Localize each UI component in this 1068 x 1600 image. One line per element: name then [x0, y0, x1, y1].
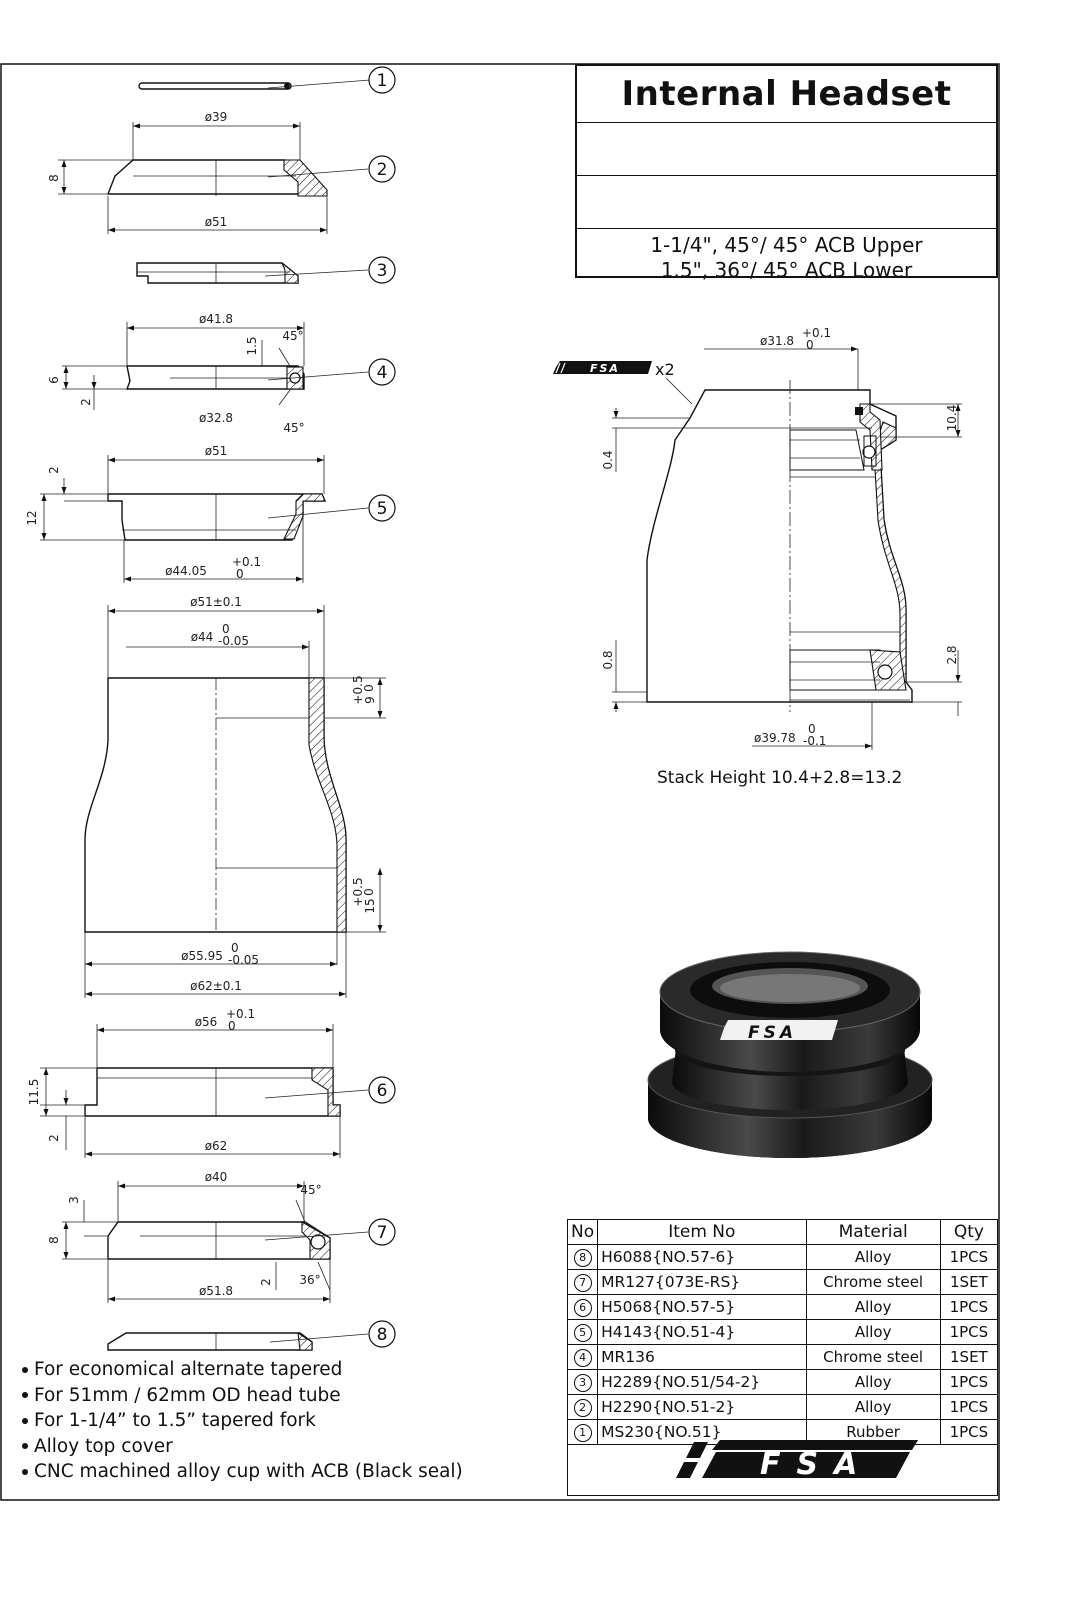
table-row	[568, 1420, 998, 1445]
svg-text:ø51: ø51	[204, 215, 228, 229]
table-row	[568, 1270, 998, 1295]
svg-text:1.5: 1.5	[245, 336, 259, 356]
bom-header-qty: Qty	[940, 1220, 997, 1245]
svg-text:+0.1: +0.1	[226, 1007, 256, 1021]
svg-text:0: 0	[362, 684, 376, 692]
svg-text:12: 12	[25, 510, 39, 526]
svg-text:1: 1	[376, 71, 388, 91]
bom-logo-row	[568, 1445, 998, 1496]
subtitle-line-1: 1-1/4", 45°/ 45° ACB Upper	[650, 233, 923, 257]
feature-item: For 51mm / 62mm OD head tube	[22, 1383, 463, 1409]
subtitle-line-2: 1.5", 36°/ 45° ACB Lower	[660, 258, 913, 282]
material: Chrome steel	[806, 1270, 940, 1295]
page-title: Internal Headset	[577, 66, 996, 123]
svg-text:2: 2	[47, 1134, 61, 1142]
material: Rubber	[806, 1420, 940, 1445]
svg-text:ø40: ø40	[204, 1170, 228, 1184]
item-no: H4143{NO.51-4}	[598, 1320, 806, 1345]
svg-text:+0.5: +0.5	[351, 675, 365, 705]
bullet-icon	[22, 1443, 28, 1449]
callout-7	[369, 1219, 395, 1245]
feature-item: For 1-1/4” to 1.5” tapered fork	[22, 1408, 463, 1434]
svg-text:x2: x2	[655, 360, 675, 379]
svg-text:0: 0	[236, 567, 244, 581]
svg-text:15: 15	[363, 898, 377, 914]
qty: 1PCS	[940, 1320, 997, 1345]
title-blank-row-1	[577, 123, 996, 176]
row-number: 1	[574, 1424, 592, 1442]
part-1-seal	[139, 80, 370, 89]
item-no: H2289{NO.51/54-2}	[598, 1370, 806, 1395]
title-blank-row-2	[577, 176, 996, 229]
svg-text:5: 5	[376, 499, 388, 519]
svg-text:0: 0	[222, 622, 230, 636]
svg-text:FSA: FSA	[760, 1447, 874, 1482]
callout-3	[369, 257, 395, 283]
bullet-icon	[22, 1392, 28, 1398]
svg-text:+0.5: +0.5	[351, 877, 365, 907]
feature-item: Alloy top cover	[22, 1434, 463, 1460]
svg-text:-0.05: -0.05	[228, 953, 260, 967]
svg-text:+0.1: +0.1	[802, 326, 832, 340]
svg-text:7: 7	[376, 1223, 388, 1243]
svg-text:2: 2	[47, 466, 61, 474]
callout-6	[369, 1077, 395, 1103]
svg-text:3: 3	[376, 261, 388, 281]
row-number: 4	[574, 1349, 592, 1367]
head-tube-frame	[85, 605, 386, 998]
bullet-icon	[22, 1367, 28, 1373]
svg-text:10.4: 10.4	[945, 404, 959, 432]
svg-text:0.4: 0.4	[601, 450, 615, 470]
callout-1	[369, 67, 395, 93]
svg-text:45°: 45°	[300, 1183, 322, 1197]
item-no: MS230{NO.51}	[598, 1420, 806, 1445]
table-row	[568, 1370, 998, 1395]
table-row	[568, 1320, 998, 1345]
bom-header-row	[568, 1220, 998, 1245]
bill-of-materials	[567, 1219, 998, 1496]
assembly-section	[553, 326, 962, 750]
svg-text:0: 0	[228, 1019, 236, 1033]
qty: 1SET	[940, 1345, 997, 1370]
svg-text:ø51±0.1: ø51±0.1	[190, 595, 242, 609]
svg-text:ø32.8: ø32.8	[198, 411, 234, 425]
material: Alloy	[806, 1395, 940, 1420]
material: Chrome steel	[806, 1345, 940, 1370]
feature-list	[22, 1357, 463, 1485]
qty: 1PCS	[940, 1245, 997, 1270]
row-number: 6	[574, 1299, 592, 1317]
svg-text:ø41.8: ø41.8	[198, 312, 234, 326]
bom-header-item: Item No	[598, 1220, 806, 1245]
row-number: 5	[574, 1324, 592, 1342]
material: Alloy	[806, 1245, 940, 1270]
svg-text:6: 6	[376, 1081, 388, 1101]
svg-text:-0.05: -0.05	[218, 634, 250, 648]
row-number: 8	[574, 1249, 592, 1267]
material: Alloy	[806, 1295, 940, 1320]
svg-text:ø44.05: ø44.05	[165, 564, 207, 578]
svg-text:ø44: ø44	[190, 630, 214, 644]
row-number: 7	[574, 1274, 592, 1292]
part-4-upper-bearing	[62, 322, 368, 410]
item-no: H5068{NO.57-5}	[598, 1295, 806, 1320]
svg-text:36°: 36°	[299, 1273, 321, 1287]
svg-text:2.8: 2.8	[945, 645, 959, 665]
svg-text:6: 6	[47, 376, 61, 384]
svg-text:ø51.8: ø51.8	[198, 1284, 234, 1298]
callout-5	[369, 495, 395, 521]
callout-2	[369, 156, 395, 182]
row-number: 3	[574, 1374, 592, 1392]
table-row	[568, 1295, 998, 1320]
fsa-logo-small	[553, 360, 692, 404]
svg-text:8: 8	[47, 174, 61, 182]
svg-text:2: 2	[376, 160, 388, 180]
row-number: 2	[574, 1399, 592, 1417]
item-no: MR127{073E-RS}	[598, 1270, 806, 1295]
table-row	[568, 1245, 998, 1270]
svg-text:ø31.8: ø31.8	[760, 334, 795, 348]
bom-header-material: Material	[806, 1220, 940, 1245]
svg-text:0: 0	[362, 888, 376, 896]
material: Alloy	[806, 1370, 940, 1395]
part-8-crown-race	[108, 1333, 368, 1350]
part-6-lower-cup	[40, 1024, 368, 1158]
svg-text:4: 4	[376, 363, 388, 383]
svg-text:0: 0	[806, 338, 814, 352]
svg-text:FSA: FSA	[590, 362, 620, 375]
title-block	[575, 64, 998, 282]
callouts	[369, 67, 395, 1347]
title-subtitle	[577, 229, 996, 283]
svg-text:+0.1: +0.1	[232, 555, 262, 569]
svg-text:0: 0	[231, 941, 239, 955]
feature-item: CNC machined alloy cup with ACB (Black seal)	[22, 1459, 463, 1485]
svg-text:0.8: 0.8	[601, 650, 615, 670]
svg-text:8: 8	[47, 1236, 61, 1244]
qty: 1PCS	[940, 1295, 997, 1320]
item-no: MR136	[598, 1345, 806, 1370]
svg-text:11.5: 11.5	[27, 1078, 41, 1106]
qty: 1PCS	[940, 1370, 997, 1395]
feature-item: For economical alternate tapered	[22, 1357, 463, 1383]
svg-text:ø62: ø62	[204, 1139, 228, 1153]
qty: 1SET	[940, 1270, 997, 1295]
svg-text:ø39.78: ø39.78	[754, 731, 796, 745]
svg-text:2: 2	[79, 398, 93, 406]
svg-text:8: 8	[376, 1325, 388, 1345]
table-row	[568, 1345, 998, 1370]
svg-text:ø62±0.1: ø62±0.1	[190, 979, 242, 993]
qty: 1PCS	[940, 1420, 997, 1445]
svg-text:ø51: ø51	[204, 444, 228, 458]
bom-header-no: No	[568, 1220, 598, 1245]
bullet-icon	[22, 1469, 28, 1475]
svg-text:-0.1: -0.1	[803, 734, 827, 748]
svg-text:2: 2	[259, 1278, 273, 1286]
svg-text:45°: 45°	[283, 421, 305, 435]
svg-text:3: 3	[67, 1196, 81, 1204]
svg-text:9: 9	[363, 696, 377, 704]
svg-text:45°: 45°	[282, 329, 304, 343]
material: Alloy	[806, 1320, 940, 1345]
bullet-icon	[22, 1418, 28, 1424]
table-row	[568, 1395, 998, 1420]
product-photo	[648, 952, 932, 1158]
svg-text:0: 0	[808, 722, 816, 736]
part-3-compression-ring	[137, 263, 368, 283]
item-no: H6088{NO.57-6}	[598, 1245, 806, 1270]
callout-4	[369, 359, 395, 385]
svg-text:ø56: ø56	[194, 1015, 218, 1029]
svg-text:ø55.95: ø55.95	[181, 949, 223, 963]
item-no: H2290{NO.51-2}	[598, 1395, 806, 1420]
callout-8	[369, 1321, 395, 1347]
qty: 1PCS	[940, 1395, 997, 1420]
svg-text:FSA: FSA	[748, 1023, 798, 1043]
stack-height-note: Stack Height 10.4+2.8=13.2	[657, 768, 903, 788]
svg-text:ø39: ø39	[204, 110, 228, 124]
